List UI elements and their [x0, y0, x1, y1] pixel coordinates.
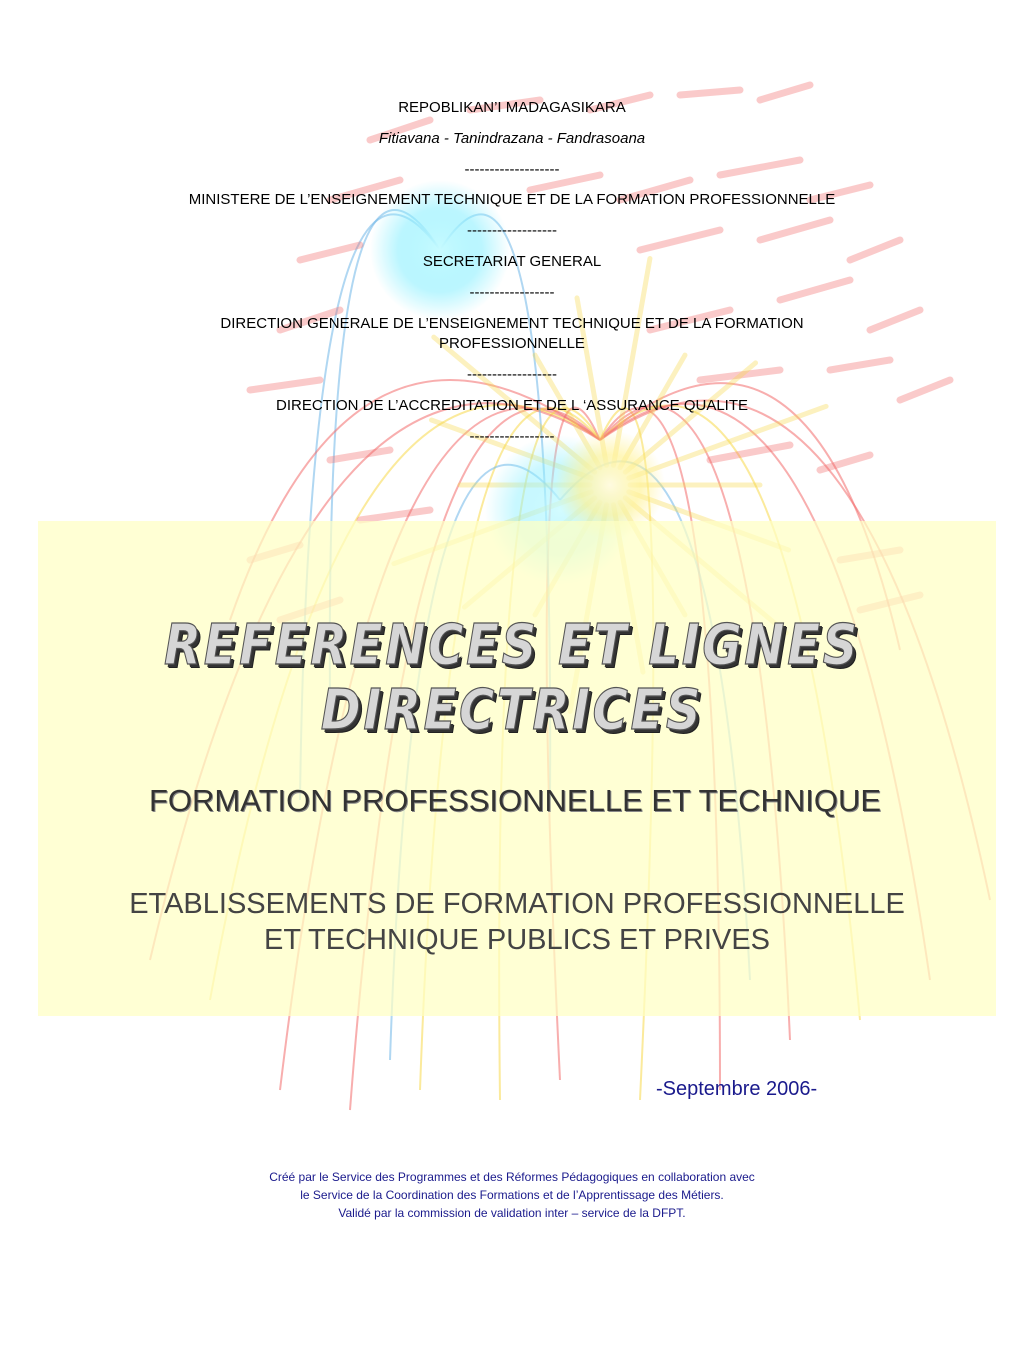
firework-stroke — [360, 510, 430, 520]
document-title: REFERENCES ET LIGNES DIRECTRICES — [164, 613, 860, 743]
credits-line2: le Service de la Coordination des Formations et de l’Apprentissage des Métiers. — [300, 1188, 724, 1202]
establishments-line2: ET TECHNIQUE PUBLICS ET PRIVES — [263, 924, 771, 956]
document-subtitle: FORMATION PROFESSIONNELLE ET TECHNIQUE — [148, 783, 882, 818]
direction-generale-line2: PROFESSIONNELLE — [439, 335, 585, 352]
establishments-heading — [0, 886, 1024, 958]
direction-generale-line1: DIRECTION GENERALE DE L’ENSEIGNEMENT TECHNIQUE ET DE LA FORMATION — [220, 315, 804, 332]
ministry-name: MINISTERE DE L’ENSEIGNEMENT TECHNIQUE ET DE LA FORMATION PROFESSIONNELLE — [188, 191, 836, 208]
separator: ----------------- — [469, 428, 555, 445]
establishments-line1: ETABLISSEMENTS DE FORMATION PROFESSIONNELLE — [129, 888, 905, 920]
separator: ------------------- — [464, 161, 560, 178]
republic-name: REPOBLIKAN’I MADAGASIKARA — [398, 99, 626, 116]
direction-name: DIRECTION DE L’ACCREDITATION ET DE L ‘ASSURANCE QUALITE — [275, 397, 749, 414]
credits-line1: Créé par le Service des Programmes et des Réformes Pédagogiques en collaboration avec — [269, 1170, 755, 1184]
publication-date: -Septembre 2006- — [656, 1078, 818, 1100]
credits-line3: Validé par la commission de validation inter – service de la DFPT. — [338, 1206, 686, 1220]
separator: ----------------- — [469, 284, 555, 301]
national-motto: Fitiavana - Tanindrazana - Fandrasoana — [378, 130, 646, 147]
header-block — [0, 0, 1024, 460]
separator: ------------------ — [467, 366, 557, 383]
secretariat-name: SECRETARIAT GENERAL — [422, 253, 602, 270]
separator: ------------------ — [467, 222, 557, 239]
